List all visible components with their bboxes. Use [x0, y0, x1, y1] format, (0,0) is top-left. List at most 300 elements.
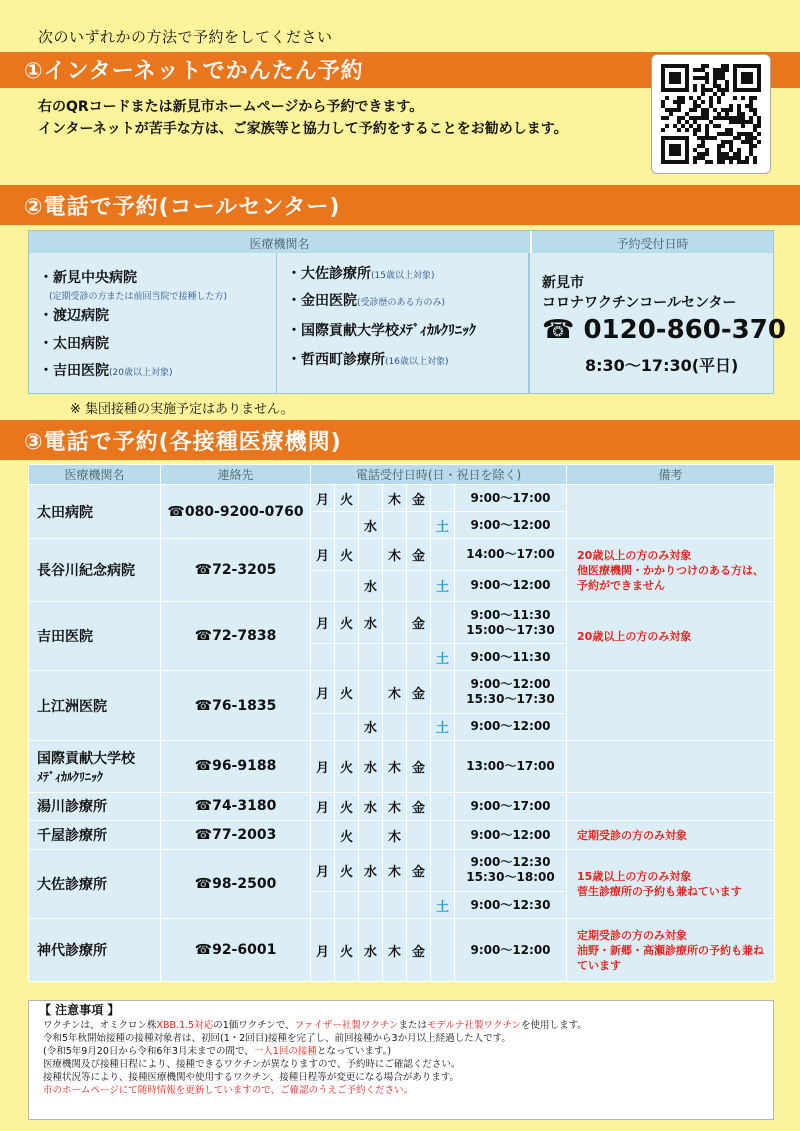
day-cell: 土	[431, 512, 455, 539]
section1-line2: インターネットが苦手な方は、ご家族等と協力して予約をすることをお勧めします。	[38, 121, 568, 137]
day-cell: 金	[407, 539, 431, 570]
section2-title: ②電話で予約(コールセンター)	[0, 185, 800, 225]
table-row	[29, 740, 775, 792]
qr-module	[713, 136, 717, 140]
qr-module	[749, 144, 753, 148]
qr-module	[749, 136, 753, 140]
qr-module	[697, 116, 701, 120]
qr-module	[717, 96, 721, 100]
qr-module	[721, 108, 725, 112]
qr-module	[713, 108, 717, 112]
qr-module	[733, 96, 737, 100]
qr-module	[693, 104, 697, 108]
time-cell: 9:00〜12:00	[455, 919, 567, 982]
qr-module	[709, 120, 713, 124]
list-item: ・太田病院	[39, 336, 109, 352]
day-cell: 金	[407, 740, 431, 792]
qr-module	[705, 72, 709, 76]
qr-module	[677, 128, 681, 132]
day-cell: 火	[335, 740, 359, 792]
qr-module	[697, 128, 701, 132]
qr-module	[693, 160, 697, 164]
day-cell: 水	[359, 713, 383, 740]
day-cell: 土	[431, 570, 455, 601]
time-cell: 9:00〜12:00	[455, 713, 567, 740]
qr-module	[749, 116, 753, 120]
qr-module	[721, 160, 725, 164]
day-cell	[431, 602, 455, 644]
qr-module	[745, 120, 749, 124]
qr-module	[677, 104, 681, 108]
qr-module	[665, 124, 669, 128]
clinic-phone[interactable]: ☎72-3205	[161, 539, 311, 602]
day-cell	[431, 919, 455, 982]
institution-list-left	[29, 253, 277, 393]
day-cell	[335, 713, 359, 740]
day-cell: 木	[383, 792, 407, 821]
section1-text	[38, 96, 568, 140]
day-cell	[431, 671, 455, 713]
day-cell: 木	[383, 485, 407, 512]
day-cell: 火	[335, 821, 359, 850]
table-row	[29, 485, 775, 512]
day-cell	[431, 539, 455, 570]
qr-module	[749, 104, 753, 108]
intro-text: 次のいずれかの方法で予約をしてください	[38, 28, 333, 46]
qr-module	[677, 96, 681, 100]
qr-module	[733, 152, 737, 156]
qr-module	[733, 116, 737, 120]
qr-module	[673, 108, 677, 112]
clinic-phone[interactable]: ☎76-1835	[161, 671, 311, 740]
time-cell: 9:00〜12:00	[455, 821, 567, 850]
qr-code[interactable]	[651, 54, 771, 174]
qr-module	[697, 144, 701, 148]
qr-module	[697, 136, 701, 140]
qr-module	[725, 156, 729, 160]
list-item: ・大佐診療所(15歳以上対象)	[287, 266, 435, 282]
qr-module	[701, 100, 705, 104]
qr-module	[753, 128, 757, 132]
qr-module	[737, 104, 741, 108]
day-cell	[407, 821, 431, 850]
qr-module	[745, 136, 749, 140]
day-cell	[383, 602, 407, 644]
qr-module	[757, 116, 761, 120]
qr-module	[709, 96, 713, 100]
qr-module	[705, 108, 709, 112]
day-cell	[431, 485, 455, 512]
day-cell	[335, 512, 359, 539]
section3-title: ③電話で予約(各接種医療機関)	[0, 420, 800, 460]
qr-module	[701, 136, 705, 140]
day-cell: 月	[311, 485, 335, 512]
qr-module	[709, 100, 713, 104]
qr-module	[753, 136, 757, 140]
day-cell: 金	[407, 671, 431, 713]
qr-module	[753, 156, 757, 160]
clinic-table	[28, 464, 775, 982]
qr-module	[733, 156, 737, 160]
remark-cell	[567, 485, 775, 539]
qr-module	[721, 88, 725, 92]
qr-module	[705, 152, 709, 156]
qr-module	[681, 116, 685, 120]
day-cell: 土	[431, 892, 455, 919]
qr-module	[693, 76, 697, 80]
clinic-phone[interactable]: ☎77-2003	[161, 821, 311, 850]
qr-module	[749, 96, 753, 100]
qr-module	[757, 140, 761, 144]
group-vaccination-note: ※ 集団接種の実施予定はありません。	[70, 402, 294, 417]
qr-module	[729, 108, 733, 112]
qr-module	[677, 116, 681, 120]
header-dates: 予約受付日時	[530, 231, 773, 253]
time-cell: 9:00〜12:30	[455, 892, 567, 919]
qr-module	[701, 84, 705, 88]
qr-module	[689, 124, 693, 128]
table-row	[29, 821, 775, 850]
day-cell: 月	[311, 740, 335, 792]
notice-line: (令和5年9月20日から令和6年3月末までの間で、一人1回の接種となっています。)	[43, 1046, 392, 1057]
qr-module	[689, 108, 693, 112]
qr-module	[697, 124, 701, 128]
qr-module	[717, 144, 721, 148]
day-cell	[383, 644, 407, 671]
day-cell	[431, 821, 455, 850]
qr-module	[709, 160, 713, 164]
qr-module	[717, 148, 721, 152]
remark-cell: 15歳以上の方のみ対象 菅生診療所の予約も兼ねています	[567, 849, 775, 918]
header-institution: 医療機関名	[249, 237, 310, 251]
qr-module	[753, 160, 757, 164]
day-cell	[359, 892, 383, 919]
day-cell: 水	[359, 740, 383, 792]
time-cell: 9:00〜12:00 15:30〜17:30	[455, 671, 567, 713]
clinic-name: 国際貢献大学校 ﾒﾃﾞｨｶﾙｸﾘﾆｯｸ	[29, 740, 161, 792]
list-item: ・金田医院(受診歴のある方のみ)	[287, 293, 446, 309]
qr-module	[669, 72, 681, 84]
qr-module	[741, 140, 745, 144]
day-cell: 火	[335, 485, 359, 512]
qr-module	[713, 72, 717, 76]
clinic-name: 太田病院	[29, 485, 161, 539]
remark-cell	[567, 671, 775, 740]
clinic-phone[interactable]: ☎72-7838	[161, 602, 311, 671]
day-cell	[359, 485, 383, 512]
qr-module	[717, 132, 721, 136]
day-cell	[383, 570, 407, 601]
qr-module	[705, 80, 709, 84]
day-cell: 土	[431, 713, 455, 740]
list-item: ・新見中央病院	[39, 270, 137, 286]
qr-module	[745, 156, 749, 160]
qr-module	[757, 124, 761, 128]
qr-module	[729, 148, 733, 152]
qr-module	[697, 96, 701, 100]
qr-module	[669, 112, 673, 116]
day-cell	[311, 821, 335, 850]
qr-module	[689, 96, 693, 100]
table-row	[29, 792, 775, 821]
qr-module	[753, 124, 757, 128]
qr-module	[725, 132, 729, 136]
clinic-name: 長谷川紀念病院	[29, 539, 161, 602]
qr-module	[705, 136, 709, 140]
qr-module	[713, 116, 717, 120]
day-cell	[407, 713, 431, 740]
qr-module	[701, 144, 705, 148]
remark-cell: 定期受診の方のみ対象	[567, 821, 775, 850]
qr-module	[705, 112, 709, 116]
qr-module	[717, 116, 721, 120]
section1-line1: 右のQRコードまたは新見市ホームページから予約できます。	[38, 99, 424, 115]
qr-module	[661, 128, 665, 132]
qr-module	[705, 160, 709, 164]
time-cell: 9:00〜12:00	[455, 570, 567, 601]
clinic-phone[interactable]: ☎96-9188	[161, 740, 311, 792]
day-cell: 土	[431, 644, 455, 671]
day-cell	[311, 644, 335, 671]
qr-module	[677, 100, 681, 104]
qr-module	[725, 152, 729, 156]
qr-module	[717, 68, 721, 72]
qr-module	[725, 108, 729, 112]
day-cell: 月	[311, 539, 335, 570]
qr-module	[745, 104, 749, 108]
day-cell: 金	[407, 919, 431, 982]
qr-module	[693, 156, 697, 160]
qr-module	[737, 156, 741, 160]
qr-module	[705, 132, 709, 136]
qr-module	[729, 160, 733, 164]
qr-module	[725, 140, 729, 144]
qr-module	[681, 100, 685, 104]
remark-cell: 20歳以上の方のみ対象 他医療機関・かかりつけのある方は、予約ができません	[567, 539, 775, 602]
qr-module	[757, 120, 761, 124]
table-row	[29, 671, 775, 713]
day-cell	[383, 713, 407, 740]
qr-module	[741, 96, 745, 100]
phone-icon: ☎	[542, 315, 584, 345]
remark-cell: 定期受診の方のみ対象 油野・新郷・高瀬診療所の予約も兼ねています	[567, 919, 775, 982]
qr-module	[713, 76, 717, 80]
qr-module	[749, 120, 753, 124]
qr-module	[665, 116, 669, 120]
remark-cell	[567, 740, 775, 792]
qr-module	[673, 124, 677, 128]
day-cell: 金	[407, 602, 431, 644]
qr-module	[721, 132, 725, 136]
day-cell	[335, 570, 359, 601]
qr-module	[741, 112, 745, 116]
qr-module	[749, 140, 753, 144]
qr-module	[725, 112, 729, 116]
qr-module	[725, 88, 729, 92]
qr-module	[741, 72, 753, 84]
qr-module	[737, 116, 741, 120]
qr-module	[729, 104, 733, 108]
qr-module	[717, 72, 721, 76]
qr-module	[661, 100, 665, 104]
qr-module	[701, 92, 705, 96]
qr-module	[729, 144, 733, 148]
day-cell: 月	[311, 792, 335, 821]
qr-module	[697, 104, 701, 108]
qr-module	[713, 84, 717, 88]
qr-module	[693, 108, 697, 112]
qr-module	[733, 136, 737, 140]
list-item: ・国際貢献大学校ﾒﾃﾞｨｶﾙｸﾘﾆｯｸ	[287, 323, 476, 339]
qr-module	[729, 120, 733, 124]
qr-module	[705, 116, 709, 120]
qr-module	[721, 116, 725, 120]
notice-line: 医療機関及び接種日程により、接種できるワクチンが異なりますので、予約時にご確認ください。	[43, 1059, 461, 1070]
qr-module	[737, 160, 741, 164]
list-item: ・哲西町診療所(16歳以上対象)	[287, 352, 449, 368]
qr-module	[681, 124, 685, 128]
clinic-phone[interactable]: ☎080-9200-0760	[161, 485, 311, 539]
qr-module	[717, 160, 721, 164]
qr-module	[705, 76, 709, 80]
day-cell: 月	[311, 919, 335, 982]
qr-module	[693, 88, 697, 92]
time-cell: 9:00〜11:30	[455, 644, 567, 671]
qr-module	[701, 116, 705, 120]
qr-module	[737, 152, 741, 156]
qr-module	[661, 104, 665, 108]
day-cell: 木	[383, 671, 407, 713]
qr-module	[701, 108, 705, 112]
day-cell: 木	[383, 849, 407, 891]
time-cell: 9:00〜11:30 15:00〜17:30	[455, 602, 567, 644]
clinic-name: 神代診療所	[29, 919, 161, 982]
qr-module	[693, 148, 697, 152]
qr-module	[741, 160, 745, 164]
day-cell: 火	[335, 671, 359, 713]
table-row	[29, 919, 775, 982]
day-cell	[407, 644, 431, 671]
qr-module	[693, 128, 697, 132]
qr-module	[753, 144, 757, 148]
qr-module	[721, 76, 725, 80]
qr-module	[701, 76, 705, 80]
day-cell	[311, 570, 335, 601]
callcenter-hours: 8:30〜17:30(平日)	[585, 356, 739, 375]
clinic-phone[interactable]: ☎74-3180	[161, 792, 311, 821]
qr-module	[749, 152, 753, 156]
remark-cell	[567, 792, 775, 821]
qr-module	[701, 68, 705, 72]
day-cell	[431, 792, 455, 821]
list-item-note: (定期受診の方または前回当院で接種した方)	[49, 292, 228, 302]
day-cell	[359, 539, 383, 570]
qr-module	[721, 140, 725, 144]
qr-module	[713, 92, 717, 96]
institution-list-right	[277, 253, 530, 393]
table-row	[29, 539, 775, 570]
notice-box	[28, 1000, 774, 1120]
callcenter-table-header	[29, 231, 773, 253]
day-cell: 水	[359, 792, 383, 821]
qr-module	[725, 116, 729, 120]
day-cell: 金	[407, 792, 431, 821]
time-cell: 9:00〜12:30 15:30〜18:00	[455, 849, 567, 891]
qr-module	[717, 84, 721, 88]
clinic-name: 千屋診療所	[29, 821, 161, 850]
qr-module	[701, 112, 705, 116]
clinic-name: 湯川診療所	[29, 792, 161, 821]
day-cell	[383, 512, 407, 539]
qr-module	[705, 64, 709, 68]
qr-module	[685, 120, 689, 124]
day-cell	[359, 671, 383, 713]
header-hours: 電話受付日時(日・祝日を除く)	[311, 465, 567, 485]
qr-module	[741, 120, 745, 124]
qr-module	[725, 68, 729, 72]
day-cell: 木	[383, 821, 407, 850]
day-cell: 金	[407, 849, 431, 891]
qr-module	[717, 156, 721, 160]
qr-module	[717, 100, 721, 104]
qr-module	[729, 116, 733, 120]
qr-module	[693, 84, 697, 88]
qr-module	[705, 128, 709, 132]
qr-module	[669, 144, 681, 156]
list-item: ・渡辺病院	[39, 308, 109, 324]
time-cell: 9:00〜12:00	[455, 512, 567, 539]
time-cell: 14:00〜17:00	[455, 539, 567, 570]
qr-module	[733, 120, 737, 124]
qr-module	[701, 156, 705, 160]
day-cell	[431, 740, 455, 792]
qr-module	[721, 156, 725, 160]
qr-module	[713, 124, 717, 128]
day-cell	[359, 644, 383, 671]
table-row	[29, 849, 775, 891]
qr-module	[737, 108, 741, 112]
qr-module	[717, 124, 721, 128]
time-cell: 9:00〜17:00	[455, 792, 567, 821]
qr-module	[697, 156, 701, 160]
clinic-phone[interactable]: ☎98-2500	[161, 849, 311, 918]
qr-module	[737, 148, 741, 152]
qr-module	[713, 80, 717, 84]
notice-line: 令和5年秋開始接種の接種対象者は、初回(1・2回目)接種を完了し、前回接種から3か月以上経過した人です。	[43, 1033, 511, 1044]
callcenter-phone[interactable]: ☎ 0120-860-370	[542, 315, 786, 345]
qr-module	[753, 108, 757, 112]
qr-module	[729, 140, 733, 144]
qr-module	[725, 128, 729, 132]
notice-line: 接種状況等により、接種医療機関や使用するワクチン、接種日程等が変更になる場合があります。	[43, 1072, 460, 1083]
qr-module	[721, 92, 725, 96]
day-cell: 火	[335, 919, 359, 982]
qr-module	[697, 152, 701, 156]
header-remarks: 備考	[567, 465, 775, 485]
time-cell: 13:00〜17:00	[455, 740, 567, 792]
day-cell	[311, 892, 335, 919]
day-cell: 木	[383, 919, 407, 982]
day-cell: 水	[359, 849, 383, 891]
callcenter-name: 新見市 コロナワクチンコールセンター	[542, 275, 737, 311]
qr-module	[681, 96, 685, 100]
qr-module	[725, 64, 729, 68]
list-item: ・吉田医院(20歳以上対象)	[39, 363, 173, 379]
day-cell: 木	[383, 539, 407, 570]
clinic-phone[interactable]: ☎92-6001	[161, 919, 311, 982]
day-cell: 月	[311, 602, 335, 644]
notice-title: 【 注意事項 】	[39, 1003, 120, 1017]
